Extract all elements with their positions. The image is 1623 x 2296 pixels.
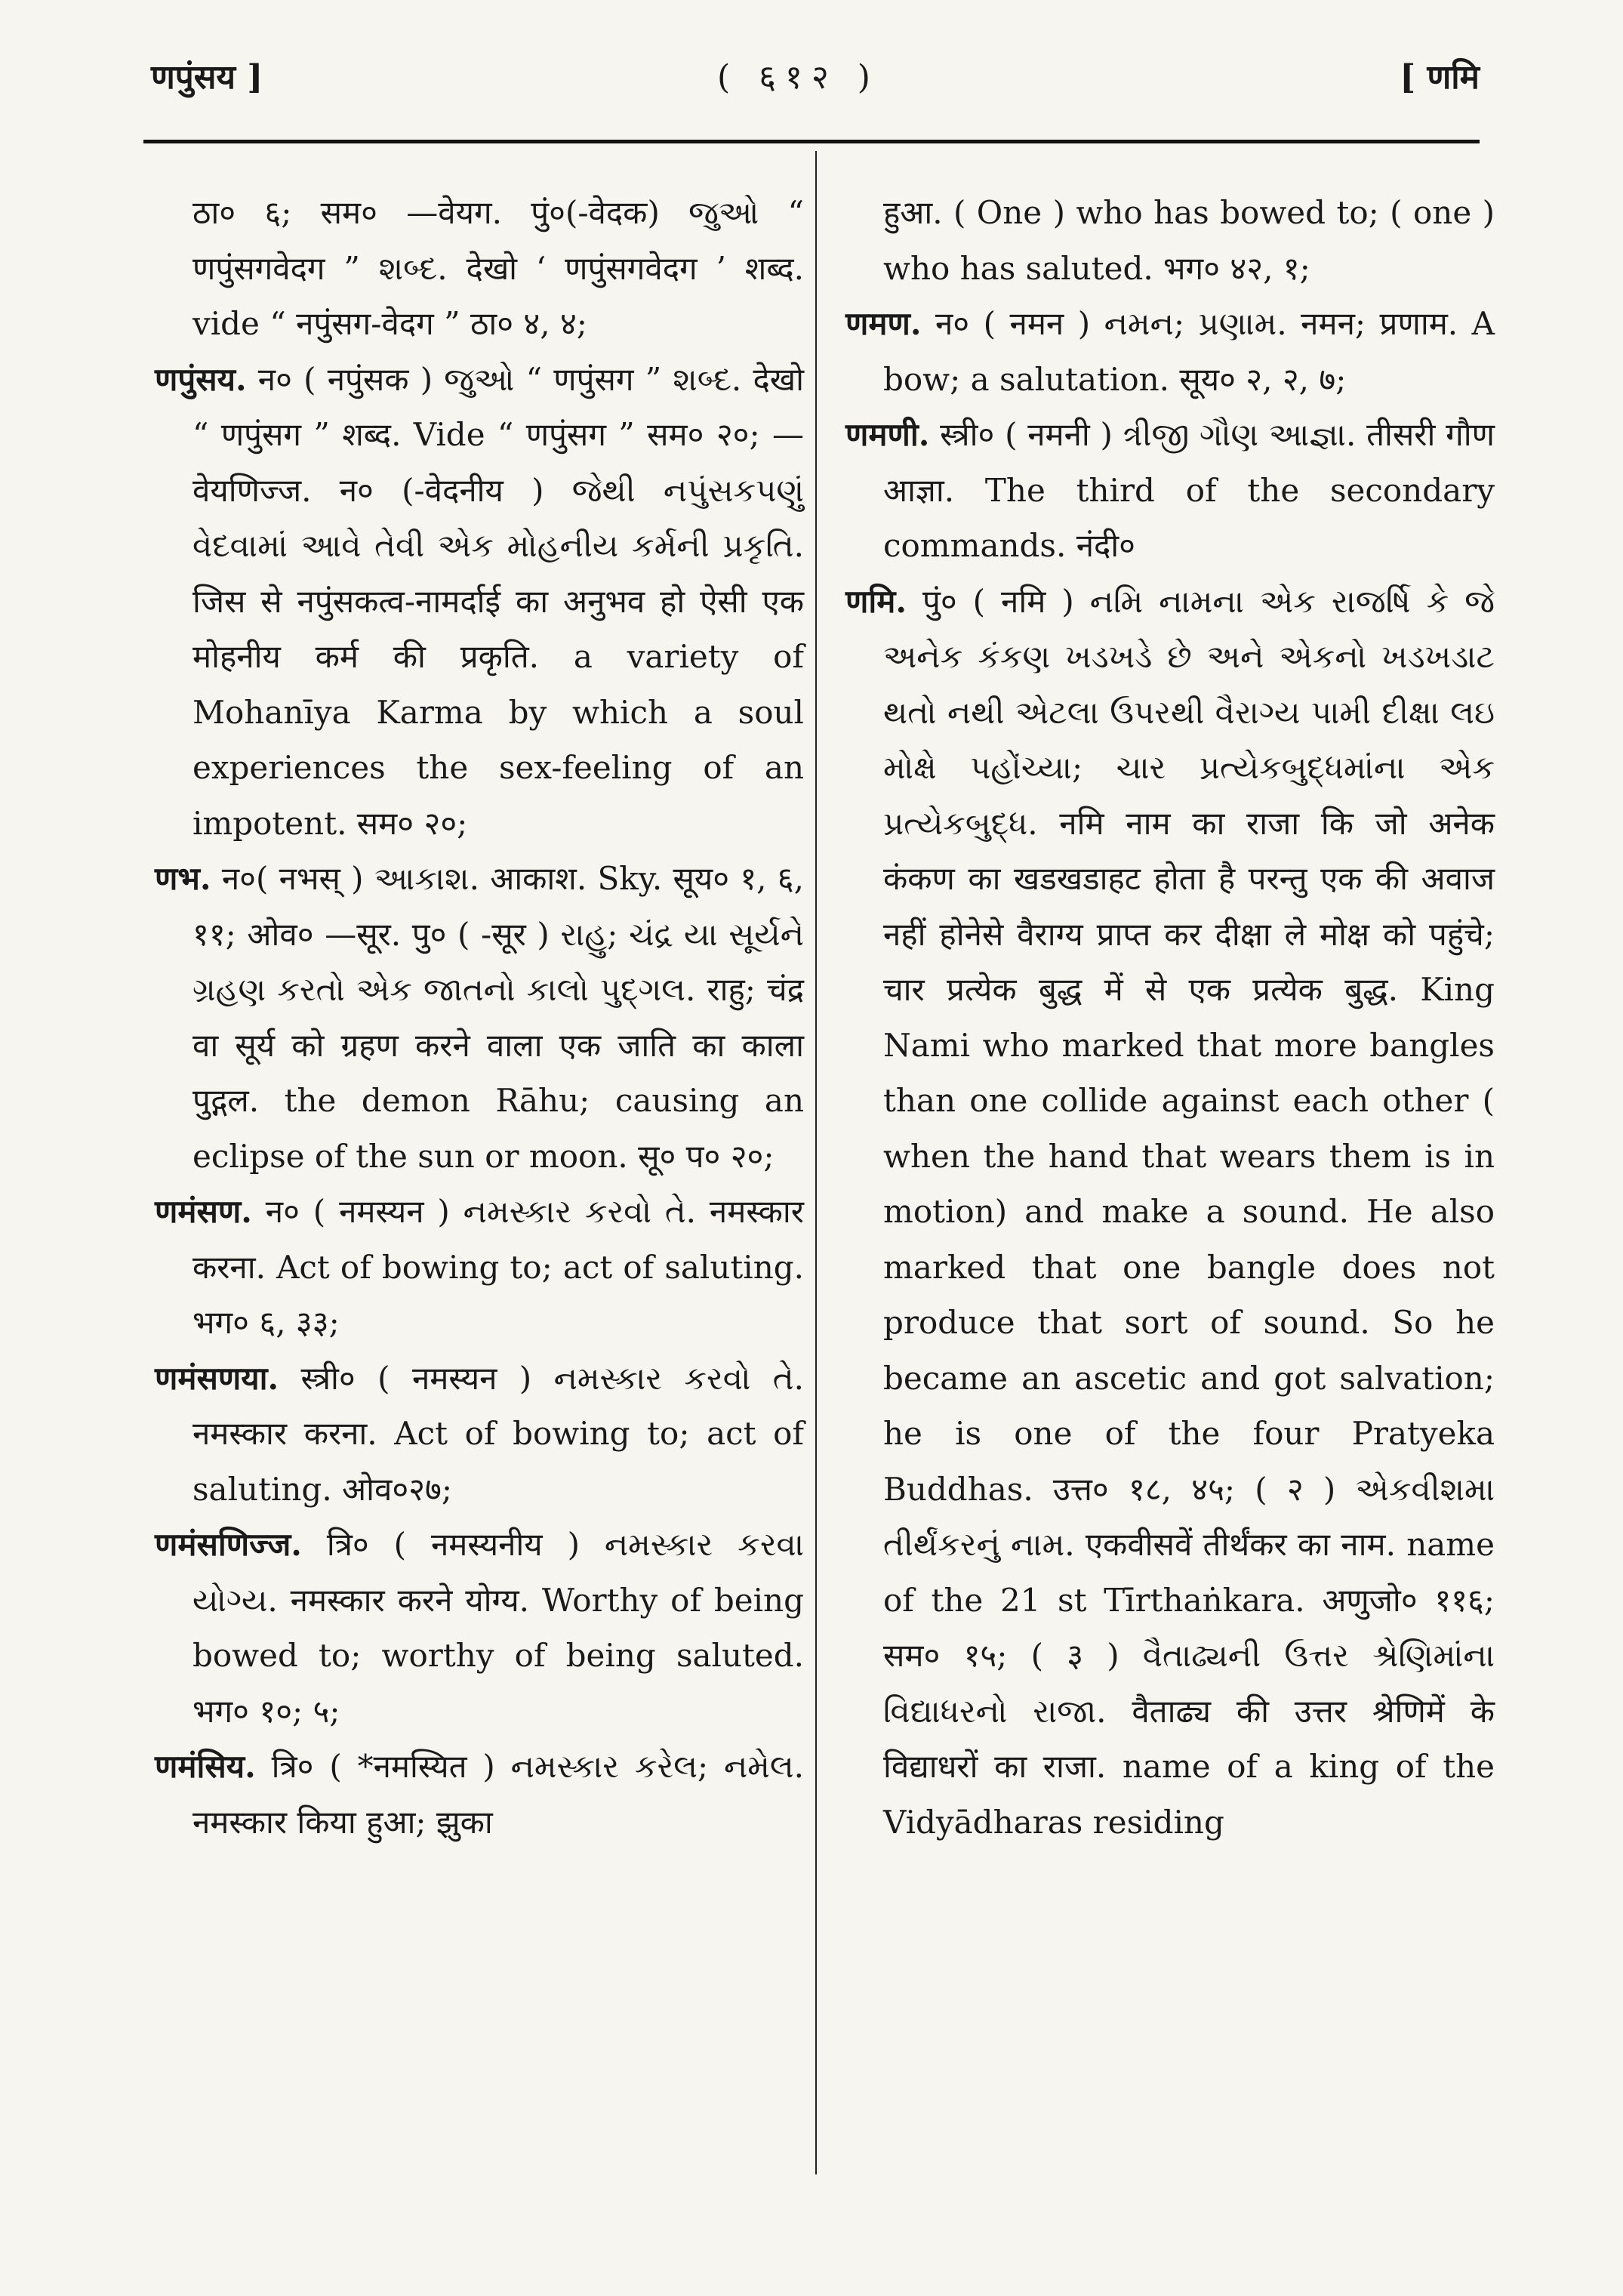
entry-text: पुं० ( नमि ) નમિ નામના એક રાજર્ષિ કે જે અનેક કંકણ ખડખડે છે અને એકનો ખડખડાટ થતો નથી એટલા ઉપરથી વૈરાગ્ય પામી દીક્ષા લઇ મોક્ષે પહોંચ્યા; ચાર પ્રત્યેકબુદ્ધમાંના એક પ્રત્યેકબુદ્ધ. नमि नाम का राजा कि जो अनेक कंकण का खडखडाहट होता है परन्तु एक की अवाज नहीं होनेसे वैराग्य प्राप्त कर दीक्षा ले मोक्ष को पहुंचे; चार प्रत्येक बुद्ध में से एक प्रत्येक बुद्ध. King Nami who marked that more bangles than one collide against each other ( when the hand that wears them is in motion) and make a sound. He also marked that one bangle does not produce that sort of sound. So he became an ascetic and got salvation; he is one of the four Pratyeka Buddhas. उत्त० १८, ४५; ( २ ) એકવીશમા તીર્થંકરનું નામ. एकवीसवें तीर्थंकर का नाम. name of the 21 st Tīrthaṅkara. अणुजो० ११६; सम० १५; ( ३ ) વૈતાઢ્યની ઉત્તર શ્રેણિમાંના વિદ્યાધરનો રાજા. वैताढ्य की उत्तर श्रेणिमें के विद्याधरों का राजा. name of a king of the Vidyādharas residing [883, 582, 1495, 1841]
entry-headword: णपुंसय. [155, 360, 247, 398]
entry-text: न० ( नमस्यन ) નમસ્કાર કરવો તે. नमस्कार करना. Act of bowing to; act of saluting. भग० ६, ३३; [192, 1193, 804, 1341]
entry-text: त्रि० ( नमस्यनीय ) નમસ્કાર કરવા યોગ્ય. नमस्कार करने योग्य. Worthy of being bowed to; worthy of being saluted. भग० १०; ५; [192, 1526, 804, 1730]
dictionary-entry [155, 1351, 804, 1518]
dictionary-entry [155, 851, 804, 1184]
right-column [845, 185, 1495, 1850]
entry-headword: णमणी. [845, 416, 930, 453]
dictionary-entry [845, 574, 1495, 1851]
entry-headword: णमि. [845, 582, 907, 620]
dictionary-entry [155, 1739, 804, 1850]
entry-text: त्रि० ( *नमस्यित ) નમસ્કાર કરેલ; નમેલ. नमस्कार किया हुआ; झुका [192, 1748, 805, 1841]
entry-text: स्त्री० ( नमनी ) ત્રીજી ગૌણ આજ્ઞા. तीसरी गौण आज्ञा. The third of the secondary commands. नंदी० [883, 416, 1495, 564]
page-header [143, 53, 1480, 106]
dictionary-entry [845, 296, 1495, 407]
entry-headword: णभ. [155, 860, 211, 897]
entry-text: न० ( नपुंसक ) જુઓ “ णपुंसग ” શબ્દ. देखो “ णपुंसग ” शब्द. Vide “ णपुंसग ” सम० २०; —वेयणिज्ज. न० (-वेदनीय ) જેથી નપુંસકપણું વેદવામાં આવે તેવી એક મોહનીય કર્મની પ્રકૃતિ. जिस से नपुंसकत्व-नामर्दाई का अनुभव हो ऐसी एक मोहनीय कर्म की प्रकृति. a variety of Mohanīya Karma by which a soul experiences the sex-feeling of an impotent. सम० २०; [192, 360, 804, 842]
entry-headword: णमंसिय. [155, 1748, 256, 1785]
entry-headword: णमंसणया. [155, 1359, 279, 1397]
dictionary-entry [155, 1184, 804, 1351]
header-right-guideword: [ णमि [1400, 58, 1480, 97]
dictionary-entry [845, 185, 1495, 296]
dictionary-entry [155, 185, 804, 352]
left-column [155, 185, 804, 1850]
entry-text: हुआ. ( One ) who has bowed to; ( one ) who has saluted. भग० ४२, १; [883, 194, 1495, 287]
dictionary-entry [845, 407, 1495, 574]
entry-text: स्त्री० ( नमस्यन ) નમસ્કાર કરવો તે. नमस्कार करना. Act of bowing to; act of saluting. ओव०२७; [192, 1359, 804, 1508]
column-divider [815, 151, 817, 2174]
entry-headword: णमण. [845, 305, 922, 342]
dictionary-entry [155, 352, 804, 852]
dictionary-entry [155, 1517, 804, 1739]
entry-text: ठा० ६; सम० —वेयग. पुं०(-वेदक) જુઓ “ णपुंसगवेदग ” શબ્દ. देखो ‘ णपुंसगवेदग ’ शब्द. vide “ नपुंसग-वेदग ” ठा० ४, ४; [192, 194, 804, 342]
header-rule [143, 140, 1480, 143]
header-left-guideword: णपुंसय ] [151, 58, 263, 97]
entry-headword: णमंसण. [155, 1193, 252, 1230]
entry-text: न० ( नमन ) નમન; પ્રણામ. नमन; प्रणाम. A bow; a salutation. सूय० २, २, ७; [883, 305, 1495, 398]
entry-headword: णमंसणिज्ज. [155, 1526, 302, 1563]
page-number: ( ६१२ ) [717, 58, 879, 97]
entry-text: न०( नभस् ) આકાશ. आकाश. Sky. सूय० १, ६, ११; ओव० —सूर. पु० ( -सूर ) રાહુ; ચંદ્ર યા સૂર્યને ગ્રહણ કરતો એક જાતનો કાલો પુદ્ગલ. राहु; चंद्र वा सूर्य को ग्रहण करने वाला एक जाति का काला पुद्गल. the demon Rāhu; causing an eclipse of the sun or moon. सू० प० २०; [192, 860, 805, 1175]
